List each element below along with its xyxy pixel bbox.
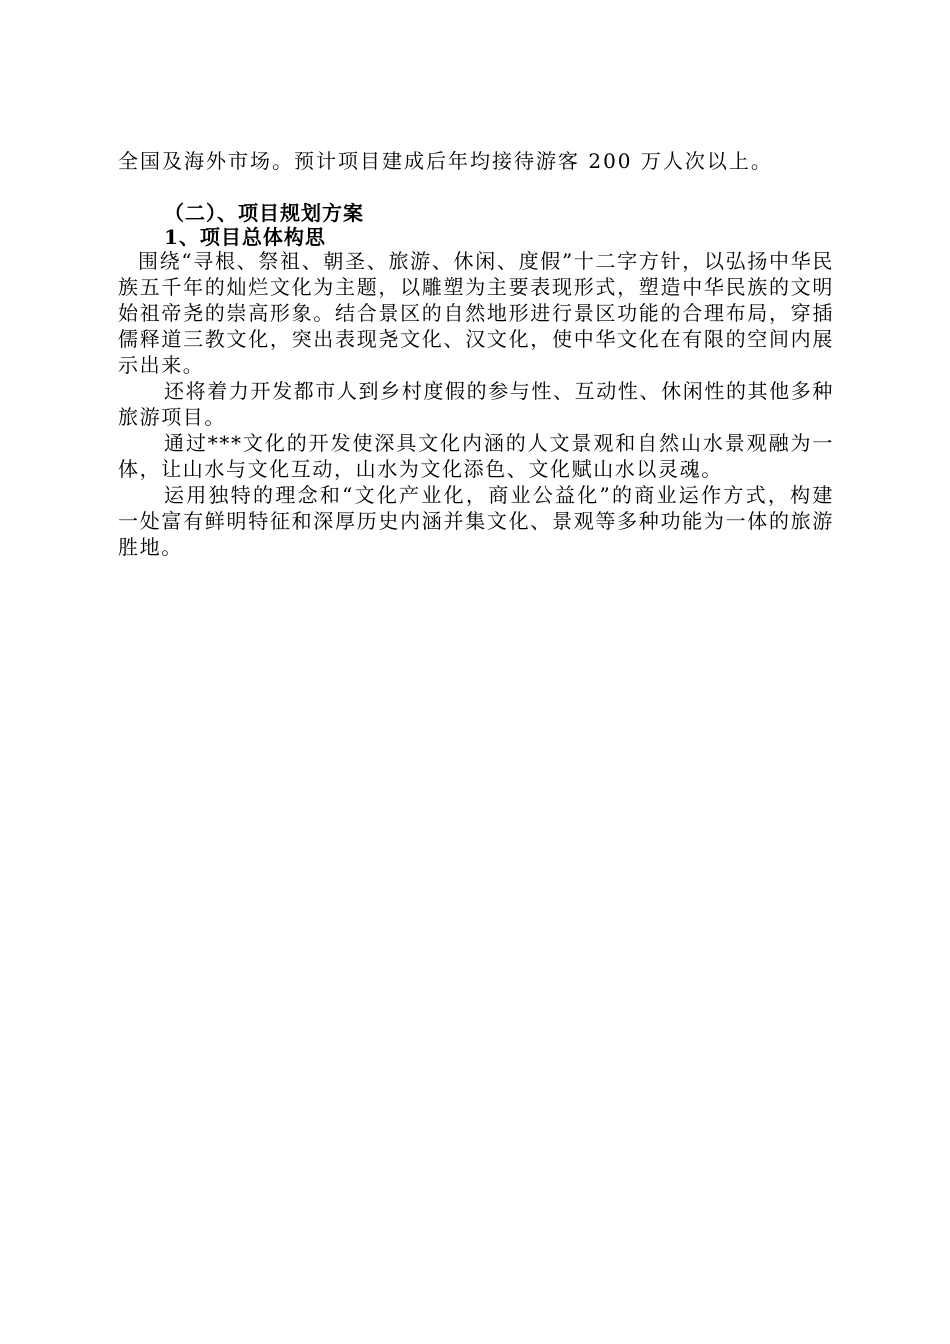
intro-line: 全国及海外市场。预计项目建成后年均接待游客 200 万人次以上。 [118, 149, 773, 173]
paragraph-concept: 围绕“寻根、祭祖、朝圣、旅游、休闲、度假”十二字方针，以弘扬中华民族五千年的灿烂文化为主题，以雕塑为主要表现形式，塑造中华民族的文明始祖帝尧的崇高形象。结合景区的自然地形进行景区功能的合理布局，穿插儒释道三教文化，突出表现尧文化、汉文化，使中华文化在有限的空间内展示出来。 [118, 249, 834, 377]
paragraph-culture-landscape: 通过***文化的开发使深具文化内涵的人文景观和自然山水景观融为一体，让山水与文化互动，山水为文化添色、文化赋山水以灵魂。 [118, 431, 834, 481]
body-text [118, 248, 834, 560]
section-heading: （二）、项目规划方案 [164, 201, 364, 225]
paragraph-operation-mode: 运用独特的理念和“文化产业化，商业公益化”的商业运作方式，构建一处富有鲜明特征和深厚历史内涵并集文化、景观等多种功能为一体的旅游胜地。 [118, 483, 834, 559]
paragraph-rural-tourism: 还将着力开发都市人到乡村度假的参与性、互动性、休闲性的其他多种旅游项目。 [118, 379, 834, 429]
sub-heading: 1、项目总体构思 [164, 225, 326, 249]
